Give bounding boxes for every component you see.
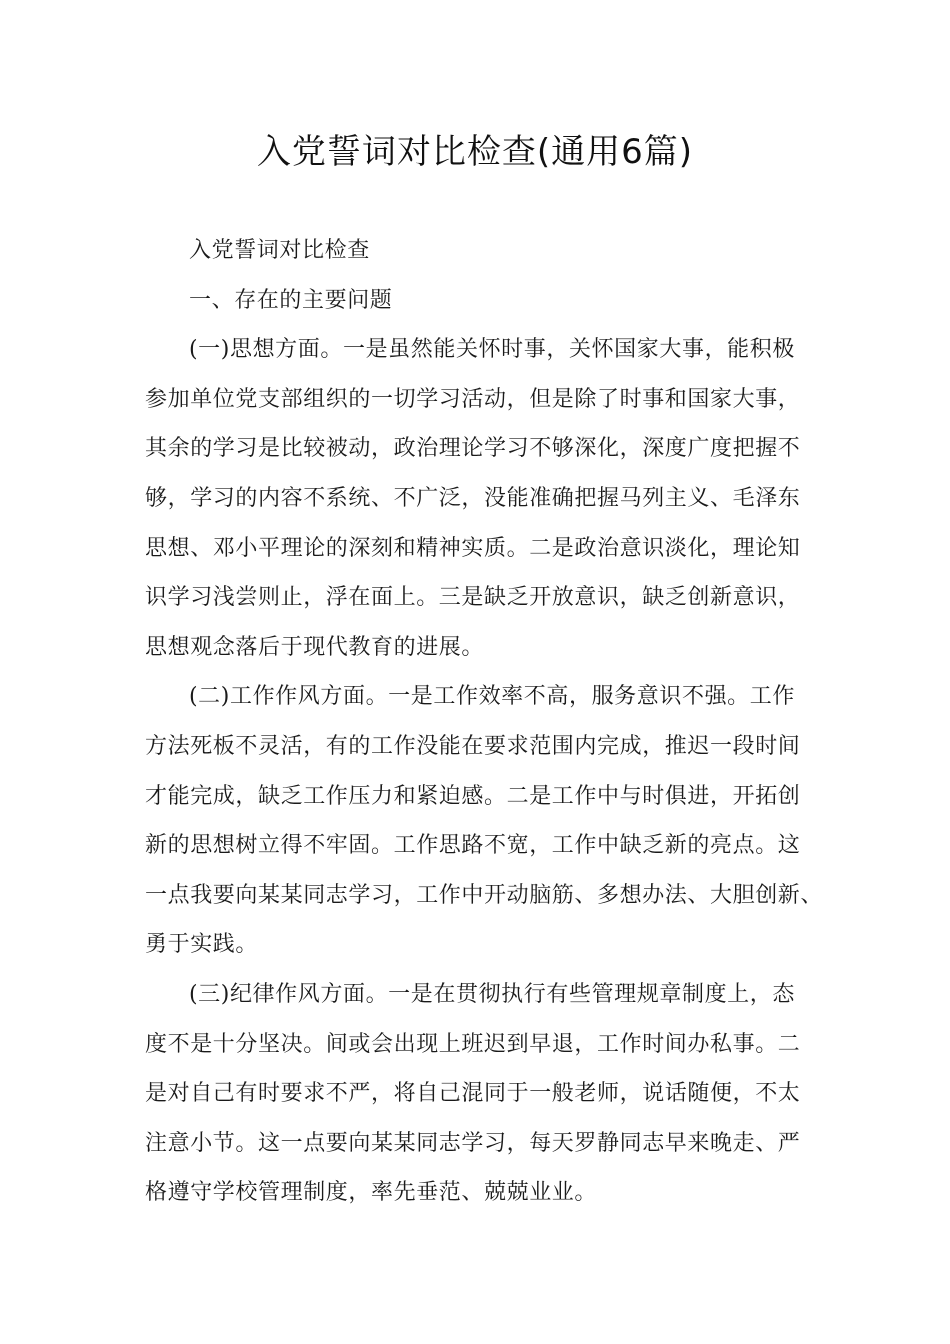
paragraph-line: (二)工作作风方面。一是工作效率不高，服务意识不强。工作 xyxy=(189,684,795,710)
paragraph-line: 注意小节。这一点要向某某同志学习，每天罗静同志早来晚走、严 xyxy=(145,1130,801,1156)
paragraph-line: 度不是十分坚决。间或会出现上班迟到早退，工作时间办私事。二 xyxy=(145,1031,801,1057)
paragraph-line: 是对自己有时要求不严，将自己混同于一般老师，说话随便，不太 xyxy=(145,1081,801,1107)
paragraph-line: 参加单位党支部组织的一切学习活动，但是除了时事和国家大事， xyxy=(145,386,801,412)
section-heading: 一、存在的主要问题 xyxy=(189,287,393,313)
paragraph-line: (一)思想方面。一是虽然能关怀时事，关怀国家大事，能积极 xyxy=(189,337,795,363)
paragraph-line: 新的思想树立得不牢固。工作思路不宽，工作中缺乏新的亮点。这 xyxy=(145,833,801,859)
paragraph-work-style xyxy=(145,672,824,970)
paragraph-line: 思想观念落后于现代教育的进展。 xyxy=(145,634,485,660)
paragraph-line: 方法死板不灵活，有的工作没能在要求范围内完成，推迟一段时间 xyxy=(145,733,801,759)
paragraph-line: 才能完成，缺乏工作压力和紧迫感。二是工作中与时俱进，开拓创 xyxy=(145,783,801,809)
paragraph-line: 识学习浅尝则止，浮在面上。三是缺乏开放意识，缺乏创新意识， xyxy=(145,585,801,611)
document-title: 入党誓词对比检查(通用6篇) xyxy=(256,132,694,172)
paragraph-line: 格遵守学校管理制度，率先垂范、兢兢业业。 xyxy=(145,1180,598,1206)
paragraph-line: (三)纪律作风方面。一是在贯彻执行有些管理规章制度上，态 xyxy=(189,981,795,1007)
paragraph-line: 勇于实践。 xyxy=(145,932,259,958)
document-body xyxy=(145,226,824,1218)
subtitle: 入党誓词对比检查 xyxy=(189,238,370,263)
paragraph-line: 其余的学习是比较被动，政治理论学习不够深化，深度广度把握不 xyxy=(145,436,801,462)
paragraph-discipline xyxy=(145,970,821,1218)
paragraph-line: 够，学习的内容不系统、不广泛，没能准确把握马列主义、毛泽东 xyxy=(145,485,801,511)
paragraph-line: 一点我要向某某同志学习，工作中开动脑筋、多想办法、大胆创新、 xyxy=(145,882,824,908)
paragraph-line: 思想、邓小平理论的深刻和精神实质。二是政治意识淡化，理论知 xyxy=(145,535,801,561)
paragraph-thinking xyxy=(145,325,821,672)
